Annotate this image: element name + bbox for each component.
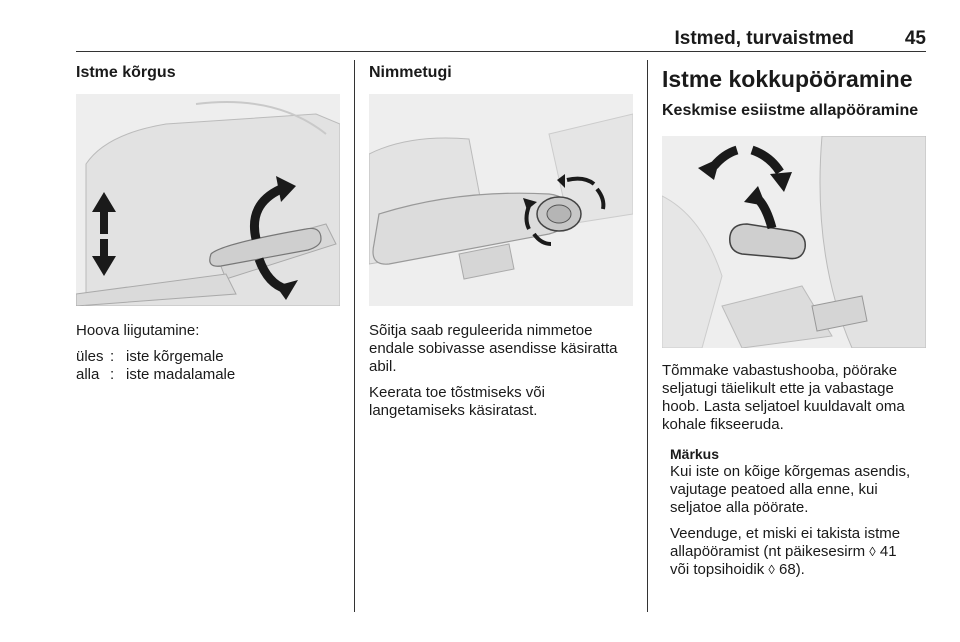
section-title-lumbar: Nimmetugi xyxy=(369,64,452,81)
column-seat-height xyxy=(76,64,340,384)
note-title: Märkus xyxy=(670,446,720,462)
note-paragraph-2 xyxy=(670,525,926,579)
cross-reference-icon: ◊ xyxy=(869,544,876,559)
row-value: iste madalamale xyxy=(126,366,236,383)
lumbar-support-illustration xyxy=(369,94,633,306)
xref-page-cupholder[interactable]: 68 xyxy=(779,561,796,578)
column-seat-folding xyxy=(662,64,926,579)
lumbar-paragraph-2: Keerata toe tõstmiseks või langetamiseks käsiratast. xyxy=(369,384,545,419)
section-title-seat-folding: Istme kokkupööramine xyxy=(662,66,913,92)
seat-height-illustration xyxy=(76,94,340,306)
folding-paragraph-1: Tõmmake vabastushooba, pöörake seljatugi täielikult ette ja vabastage hoob. Lasta seljatoel kuuldavalt oma kohale fikseeruda. xyxy=(662,362,905,433)
seat-folding-illustration xyxy=(662,136,926,348)
column-lumbar-support xyxy=(369,64,633,420)
chapter-title: Istmed, turvaistmed xyxy=(674,28,854,49)
row-key: üles xyxy=(76,348,104,365)
row-key: alla xyxy=(76,366,100,383)
cross-reference-icon: ◊ xyxy=(768,562,775,577)
note-text-part-a: Veenduge, et miski ei takista istme allapööramist (nt päikesesirm xyxy=(670,525,901,560)
note-paragraph-1: Kui iste on kõige kõrgemas asendis, vajutage peatoed alla enne, kui seljatoe alla pöörate. xyxy=(670,463,911,516)
row-value: iste kõrgemale xyxy=(126,348,224,365)
seat-height-caption: Hoova liigutamine: xyxy=(76,322,200,339)
seat-height-row-up xyxy=(76,348,340,366)
note-text-part-b: või topsihoidik xyxy=(670,561,769,578)
row-separator: : xyxy=(110,366,115,383)
column-divider-2 xyxy=(647,60,648,612)
note-text-part-c: ). xyxy=(795,561,805,578)
page-header xyxy=(76,28,926,52)
seat-height-row-down xyxy=(76,366,340,384)
lumbar-paragraph-1: Sõitja saab reguleerida nimmetoe endale sobivasse asendisse käsiratta abil. xyxy=(369,322,618,375)
subsection-title-centre-seat: Keskmise esiistme allapööramine xyxy=(662,102,919,119)
column-divider-1 xyxy=(354,60,355,612)
note-box xyxy=(670,446,926,579)
seat-height-rows xyxy=(76,348,340,384)
page-number: 45 xyxy=(904,28,926,49)
section-title-seat-height: Istme kõrgus xyxy=(76,64,176,81)
row-separator: : xyxy=(110,348,115,365)
xref-page-sunvisor[interactable]: 41 xyxy=(879,543,897,560)
